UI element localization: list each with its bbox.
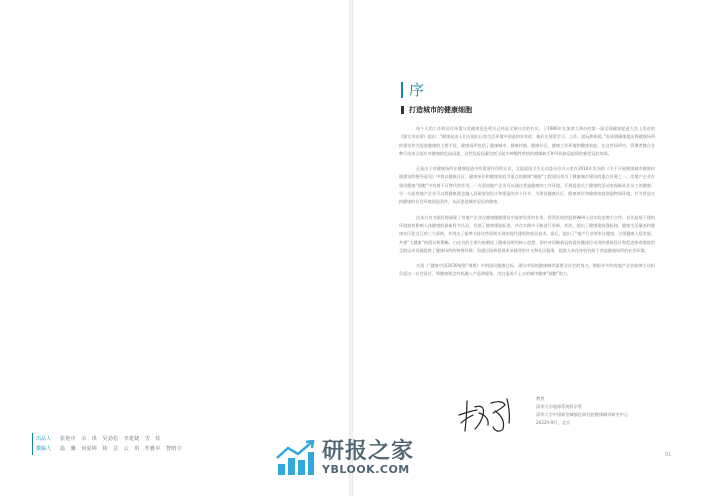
credits-block xyxy=(36,434,182,454)
credit-names: 张艳中 余 琪 吴劲松 李建婕 雪 炫 xyxy=(60,436,161,442)
subtitle-heading xyxy=(401,105,472,115)
handwritten-signature xyxy=(455,393,535,435)
watermark xyxy=(276,440,414,476)
credit-role: 出品人 xyxy=(36,436,52,442)
subtitle: 打造城市的健康细胞 xyxy=(409,106,472,114)
author-block xyxy=(536,395,628,427)
author-affiliation: 清华大学中国新型城镇化研究院健康城市研究中心 xyxy=(536,412,629,417)
left-page xyxy=(0,0,349,496)
credit-row-producers xyxy=(36,434,182,444)
preface-body xyxy=(399,125,655,286)
watermark-text xyxy=(322,440,414,476)
author-title: 教授 xyxy=(536,396,545,401)
page-number: 01 xyxy=(665,452,672,458)
watermark-url: YBLOOK.COM xyxy=(322,463,410,476)
subtitle-bar xyxy=(401,106,404,114)
paragraph: 实现《“健康中国2030规划”纲要》中的国民健康目标，建设中国的健康城市需要全社会的努力。期盼更多的房地产企业能够主动担负起这一社会责任，将健康理念有机融入产品和服务，为打造成千上万的城市健康“细胞”助力。 xyxy=(399,263,655,277)
credit-role: 撰稿人 xyxy=(36,446,52,452)
bar-chart-logo-icon xyxy=(276,440,316,476)
credit-names: 温 馨 何夏婷 林 芸 云 玥 罗雅中 智晴宇 xyxy=(60,446,182,452)
watermark-title: 研报之家 xyxy=(322,439,415,464)
paragraph: 这本白皮书很好地展现了房地产企业在健康细胞建设中能够发挥的作用。得利发展控股和Well人居实验室携手合作，首先是基于建筑环境如何影响人体健康的最新科学认识，发展了健康建筑标准，并在实践中不断进行更新。其次，提出了健康建筑强标知、健康生活量表和健康社区促交互的三大原则，并列出了能够支持这些原则实现的现代建筑和家居技术。最后，提出了“地产行业要来注健康，引领健康人居发展，共建“大健康”的倡议和策略。白皮书的主要内容阐述了健康场所的核心思想，即针对切断新冠病毒传播途径采用的建筑设计和促进体育锻炼的全龄运动设施提供了健康场所的物理环境；而通过园林景观来承载邻里社交和社区服务，提供人本化体验有助于营造健康场所的社会环境。 xyxy=(399,214,655,253)
credit-row-writers xyxy=(36,444,182,454)
paragraph: 正是出于对健康场所在健康促进中的重要作用的认识，全国爱国卫生运动委员会办公室在2016年发布的《关于开展健康城市健康村镇建设的指导意见》中将以健康社区、健康单位和健康家庭为重点的健康“细胞”工程建设列为了健康城市建设的重点任务之一。房地产企业在建设健康“细胞”中有着不可替代的作用。一方面房地产企业可以通过营造健康的工作环境，开展促进员工健康的活动来保障从业员工的健康；另一方面房地产企业可以将健康理念融入居屋规划设计和建造的各个环节，为建设健康社区、健康单位和健康家庭创造物质环境，并为营造支持健康的社会环境创造条件，从而促进城市居民的健康。 xyxy=(399,166,655,205)
heading-bar xyxy=(401,82,403,98)
author-affiliation: 清华大学地球系统科学系 xyxy=(536,404,583,409)
paragraph: 每个人的工作和居住环境与其健康息息相关已经是全球社会的共识。于1986年在加拿大举办的第一届全球健康促进大会上发布的《渥太华宪章》提出：“健康是由人们在他们日常生活环境中创造和享有的：他们在那里学习、工作、游玩和相爱。”英章明确地提出将健康场所的建设作为促进健康的主要手段，健康场所包括了健康城市、健康村镇、健康社区、健康工作环境和健康家庭。在这些场所中，管理者整合各种行动来全面应对健康的危险因素，这些危险因素包括引起多种慢性疾病的烟煤缺乏和导致新冠疫情的新型冠状病毒。 xyxy=(399,126,655,156)
credits-divider xyxy=(32,433,33,455)
section-heading xyxy=(401,79,424,100)
section-title: 序 xyxy=(409,81,425,99)
author-date: 2022年9月，北京 xyxy=(536,420,571,425)
